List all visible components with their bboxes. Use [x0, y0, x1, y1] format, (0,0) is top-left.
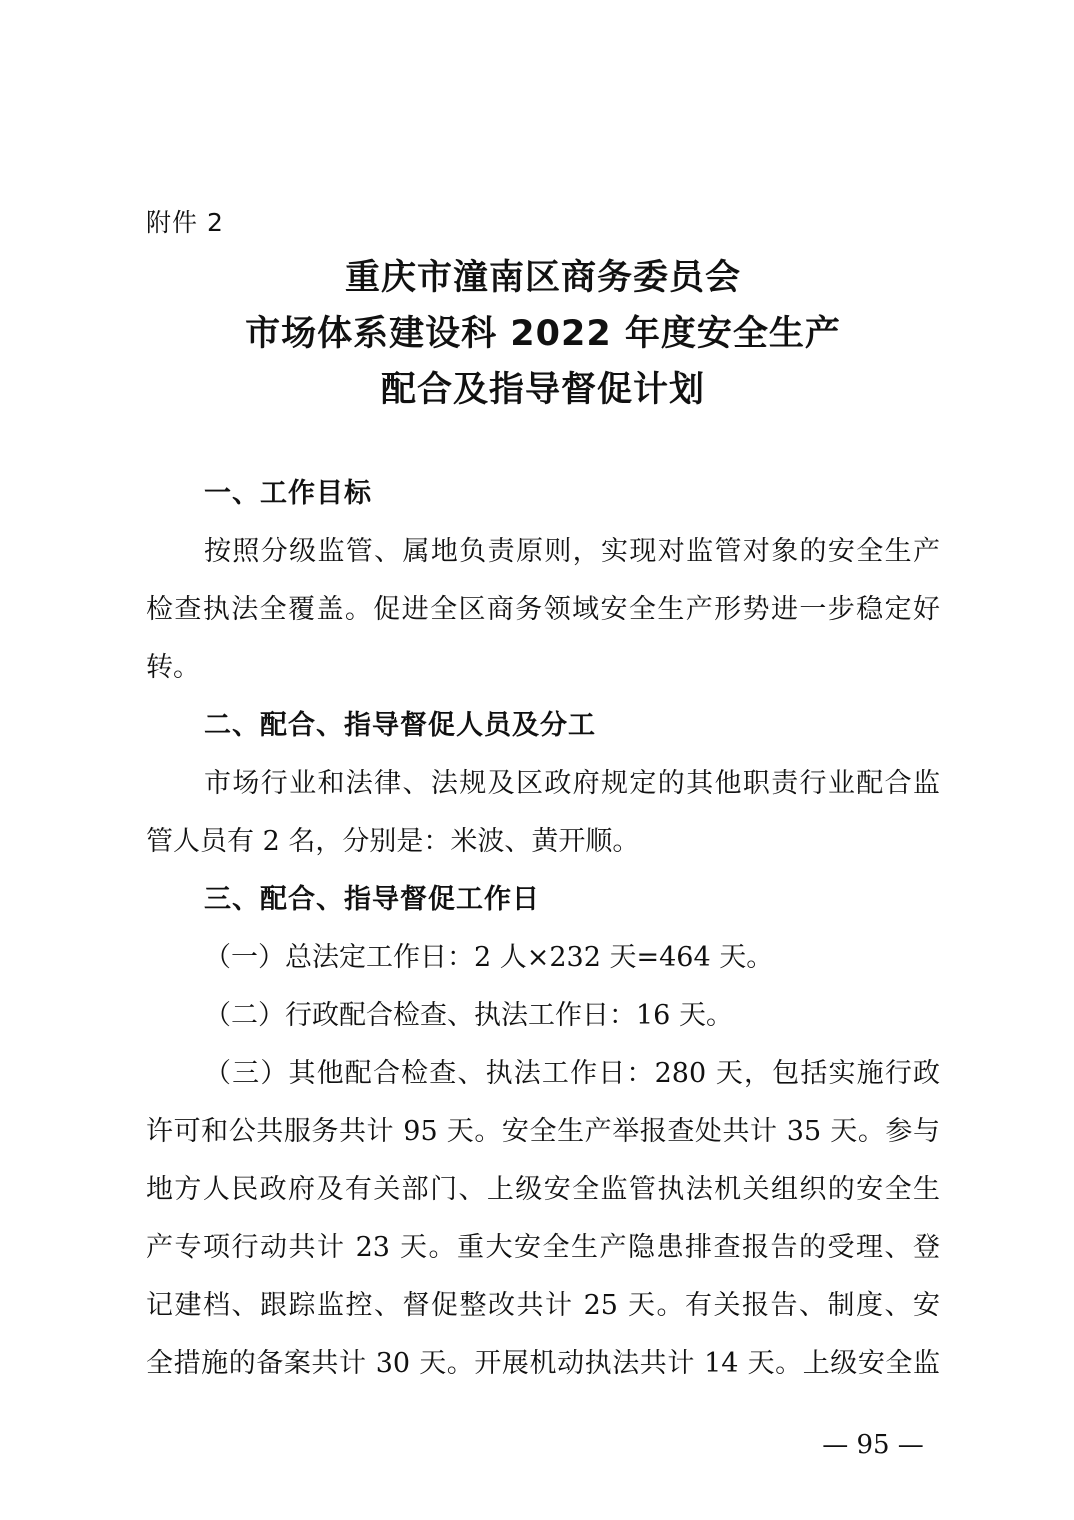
section-heading: 一、工作目标: [204, 478, 372, 509]
list-item: （二）行政配合检查、执法工作日：16 天。: [204, 1000, 733, 1031]
paragraph-line: 全措施的备案共计 30 天。开展机动执法共计 14 天。上级安全监: [146, 1348, 940, 1379]
list-item: （一）总法定工作日：2 人×232 天=464 天。: [204, 942, 774, 973]
title-line: 市场体系建设科 2022 年度安全生产: [245, 314, 841, 354]
paragraph-line: 记建档、跟踪监控、督促整改共计 25 天。有关报告、制度、安: [146, 1290, 940, 1321]
paragraph-line: 按照分级监管、属地负责原则，实现对监管对象的安全生产: [204, 536, 940, 567]
paragraph-line: 转。: [146, 652, 200, 683]
paragraph-line: 市场行业和法律、法规及区政府规定的其他职责行业配合监: [204, 768, 940, 799]
document-body: [146, 465, 940, 1393]
paragraph-line: 地方人民政府及有关部门、上级安全监管执法机关组织的安全生: [146, 1174, 940, 1205]
paragraph-line: 检查执法全覆盖。促进全区商务领域安全生产形势进一步稳定好: [146, 594, 940, 625]
section-heading: 三、配合、指导督促工作日: [204, 884, 540, 915]
document-title: [146, 250, 940, 418]
title-line: 重庆市潼南区商务委员会: [344, 258, 741, 298]
page-number: — 95 —: [822, 1430, 924, 1460]
section-heading: 二、配合、指导督促人员及分工: [204, 710, 596, 741]
list-item: （三）其他配合检查、执法工作日：280 天，包括实施行政: [204, 1058, 940, 1089]
attachment-label: 附件 2: [146, 208, 224, 237]
paragraph-line: 许可和公共服务共计 95 天。安全生产举报查处共计 35 天。参与: [146, 1116, 940, 1147]
title-line: 配合及指导督促计划: [380, 370, 705, 410]
paragraph-line: 管人员有 2 名，分别是：米波、黄开顺。: [146, 826, 640, 857]
paragraph-line: 产专项行动共计 23 天。重大安全生产隐患排查报告的受理、登: [146, 1232, 940, 1263]
